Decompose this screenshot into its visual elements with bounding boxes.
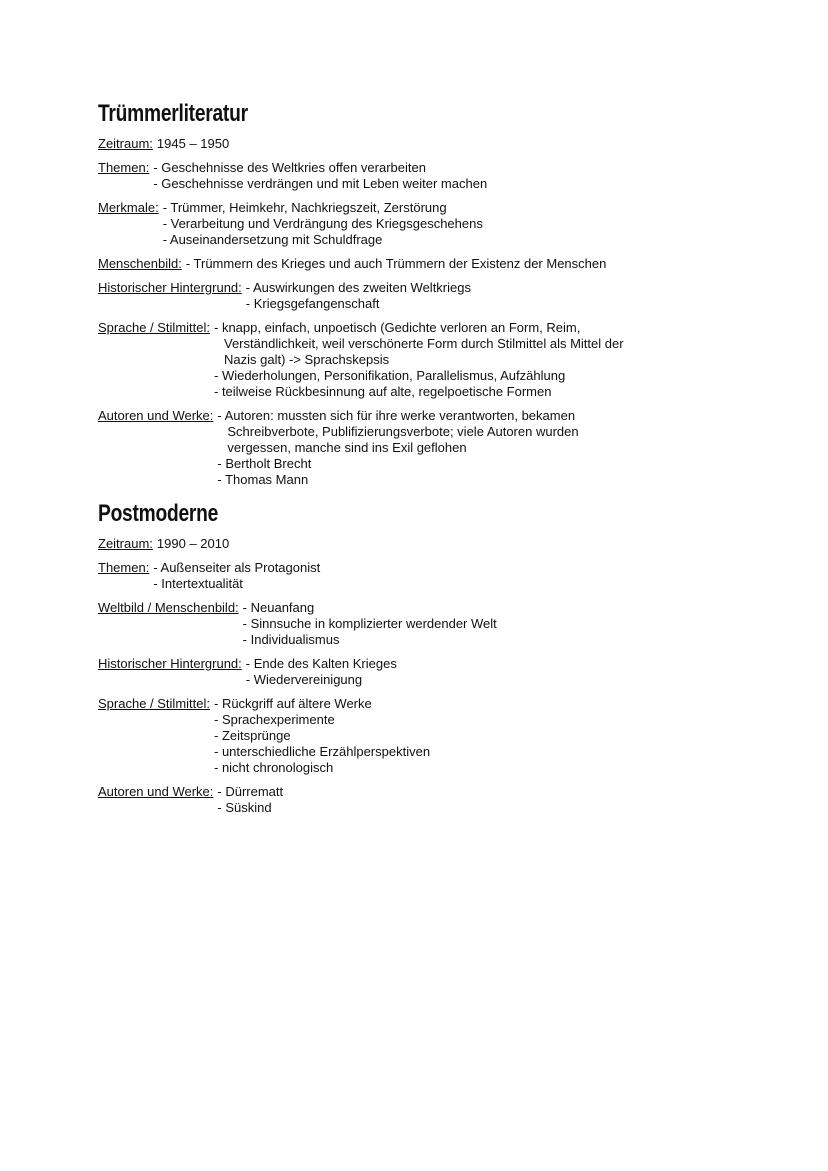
field-label: Autoren und Werke: <box>98 784 214 799</box>
field-label: Sprache / Stilmittel: <box>98 696 210 711</box>
field-label: Autoren und Werke: <box>98 408 214 423</box>
field-value-line: - Verarbeitung und Verdrängung des Kriegsgeschehens <box>162 216 483 231</box>
field-value-line: - Außenseiter als Protagonist <box>153 560 321 575</box>
field-value-line: - Neuanfang <box>242 600 315 615</box>
field-values <box>210 320 624 400</box>
section-title: Trümmerliteratur <box>98 100 248 127</box>
field-row <box>98 600 738 648</box>
field-value-line: - Individualismus <box>242 632 340 647</box>
field-value-line: - Sprachexperimente <box>214 712 335 727</box>
field-value-line: 1990 – 2010 <box>156 536 230 551</box>
field-value-line: - Autoren: mussten sich für ihre werke verantworten, bekamen <box>217 408 576 423</box>
field-value-line: - unterschiedliche Erzählperspektiven <box>214 744 431 759</box>
field-label: Merkmale: <box>98 200 159 215</box>
field-label: Historischer Hintergrund: <box>98 280 242 295</box>
field-values <box>210 696 430 776</box>
section-title: Postmoderne <box>98 500 219 527</box>
field-label: Zeitraum: <box>98 536 153 551</box>
field-values <box>159 200 483 248</box>
field-value-line: - Ende des Kalten Krieges <box>245 656 397 671</box>
field-row <box>98 200 738 248</box>
field-value-line: - Trümmer, Heimkehr, Nachkriegszeit, Zerstörung <box>162 200 447 215</box>
field-row <box>98 560 738 592</box>
field-row <box>98 536 738 552</box>
field-values <box>153 136 229 152</box>
field-row <box>98 696 738 776</box>
field-label: Weltbild / Menschenbild: <box>98 600 239 615</box>
field-value-line: - Wiedervereinigung <box>245 672 363 687</box>
field-row <box>98 656 738 688</box>
field-row <box>98 136 738 152</box>
field-values <box>242 656 397 688</box>
field-value-line: - Auseinandersetzung mit Schuldfrage <box>162 232 383 247</box>
field-row <box>98 160 738 192</box>
field-value-line: - Intertextualität <box>153 576 243 591</box>
field-row <box>98 280 738 312</box>
field-value-line: - teilweise Rückbesinnung auf alte, regelpoetische Formen <box>214 384 552 399</box>
field-value-line: - Zeitsprünge <box>214 728 291 743</box>
field-row <box>98 256 738 272</box>
field-value-line: Verständlichkeit, weil verschönerte Form durch Stilmittel als Mittel der <box>224 336 624 351</box>
field-value-line: - Rückgriff auf ältere Werke <box>214 696 372 711</box>
field-value-line: - nicht chronologisch <box>214 760 334 775</box>
field-values <box>149 560 320 592</box>
field-label: Themen: <box>98 560 150 575</box>
field-value-line: - Kriegsgefangenschaft <box>245 296 380 311</box>
document-page <box>98 100 738 828</box>
field-value-line: - Thomas Mann <box>217 472 309 487</box>
field-row <box>98 784 738 816</box>
field-value-line: Schreibverbote, Publifizierungsverbote; viele Autoren wurden <box>227 424 579 439</box>
field-value-line: Nazis galt) -> Sprachskepsis <box>224 352 390 367</box>
field-values <box>182 256 607 272</box>
field-row <box>98 320 738 400</box>
field-value-line: - Auswirkungen des zweiten Weltkriegs <box>245 280 471 295</box>
field-value-line: - Wiederholungen, Personifikation, Parallelismus, Aufzählung <box>214 368 566 383</box>
field-values <box>242 280 471 312</box>
field-value-line: 1945 – 1950 <box>156 136 230 151</box>
field-value-line: - knapp, einfach, unpoetisch (Gedichte verloren an Form, Reim, <box>214 320 581 335</box>
field-value-line: - Geschehnisse verdrängen und mit Leben weiter machen <box>153 176 488 191</box>
field-label: Themen: <box>98 160 150 175</box>
field-value-line: - Trümmern des Krieges und auch Trümmern der Existenz der Menschen <box>185 256 607 271</box>
field-values <box>213 408 578 488</box>
field-label: Historischer Hintergrund: <box>98 656 242 671</box>
field-value-line: - Dürrematt <box>217 784 284 799</box>
field-values <box>239 600 497 648</box>
field-values <box>153 536 229 552</box>
field-label: Menschenbild: <box>98 256 182 271</box>
field-row <box>98 408 738 488</box>
section-1 <box>98 100 738 488</box>
field-value-line: vergessen, manche sind ins Exil geflohen <box>227 440 467 455</box>
field-value-line: - Bertholt Brecht <box>217 456 312 471</box>
section-2 <box>98 500 738 816</box>
field-values <box>213 784 283 816</box>
field-value-line: - Süskind <box>217 800 272 815</box>
field-value-line: - Geschehnisse des Weltkries offen verarbeiten <box>153 160 426 175</box>
field-value-line: - Sinnsuche in komplizierter werdender Welt <box>242 616 497 631</box>
field-label: Sprache / Stilmittel: <box>98 320 210 335</box>
field-label: Zeitraum: <box>98 136 153 151</box>
field-values <box>149 160 487 192</box>
